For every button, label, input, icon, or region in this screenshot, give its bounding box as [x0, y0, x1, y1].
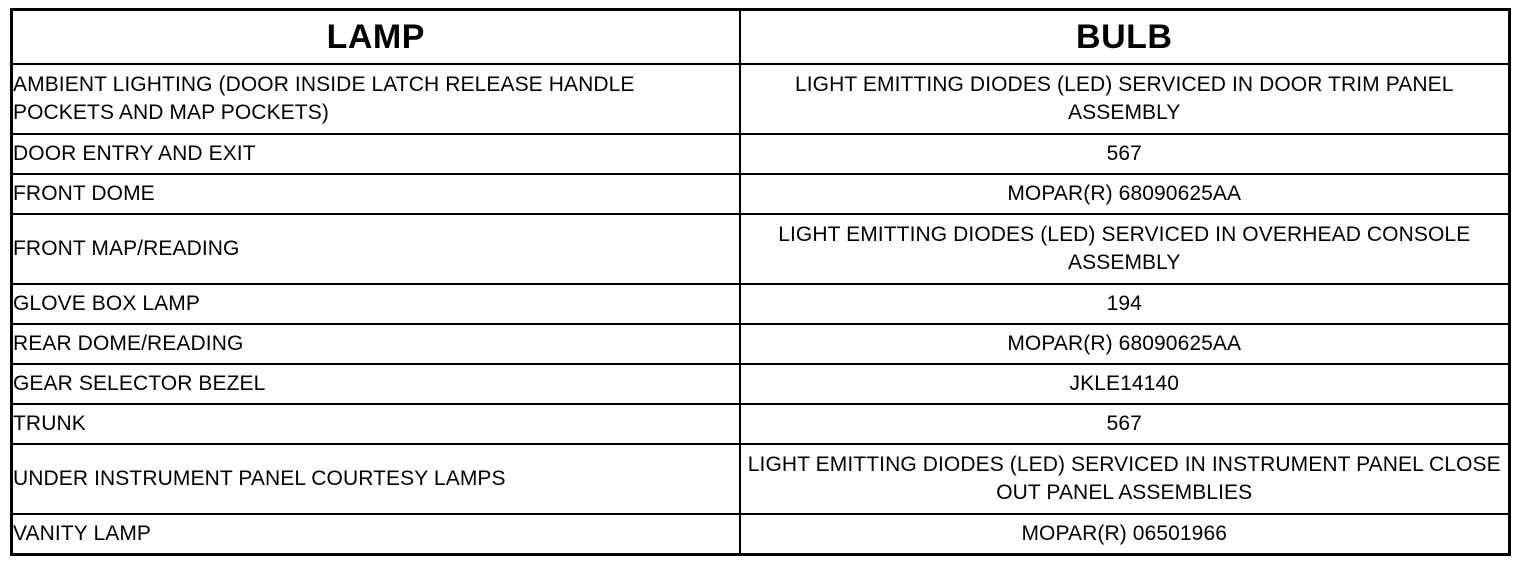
bulb-cell: LIGHT EMITTING DIODES (LED) SERVICED IN OVERHEAD CONSOLE ASSEMBLY: [740, 214, 1510, 284]
bulb-cell: LIGHT EMITTING DIODES (LED) SERVICED IN INSTRUMENT PANEL CLOSE OUT PANEL ASSEMBLIES: [740, 444, 1510, 514]
lamp-cell: GLOVE BOX LAMP: [12, 284, 740, 324]
lamp-cell: FRONT DOME: [12, 174, 740, 214]
lamp-cell: DOOR ENTRY AND EXIT: [12, 134, 740, 174]
lamp-cell: UNDER INSTRUMENT PANEL COURTESY LAMPS: [12, 444, 740, 514]
column-header-lamp: LAMP: [12, 10, 740, 65]
table-body: [12, 64, 1510, 555]
column-header-bulb: BULB: [740, 10, 1510, 65]
table-row: [12, 134, 1510, 174]
lamp-cell: REAR DOME/READING: [12, 324, 740, 364]
table-row: [12, 324, 1510, 364]
table-row: [12, 444, 1510, 514]
table-row: [12, 214, 1510, 284]
bulb-cell: MOPAR(R) 68090625AA: [740, 174, 1510, 214]
bulb-cell: JKLE14140: [740, 364, 1510, 404]
bulb-cell: MOPAR(R) 68090625AA: [740, 324, 1510, 364]
table-row: [12, 364, 1510, 404]
bulb-cell: MOPAR(R) 06501966: [740, 514, 1510, 555]
table-row: [12, 174, 1510, 214]
table-row: [12, 64, 1510, 134]
bulb-cell: 567: [740, 134, 1510, 174]
table-row: [12, 404, 1510, 444]
bulb-cell: 194: [740, 284, 1510, 324]
lamp-cell: TRUNK: [12, 404, 740, 444]
lamp-cell: AMBIENT LIGHTING (DOOR INSIDE LATCH RELEASE HANDLE POCKETS AND MAP POCKETS): [12, 64, 740, 134]
lamp-cell: GEAR SELECTOR BEZEL: [12, 364, 740, 404]
table-header: [12, 10, 1510, 65]
header-row: [12, 10, 1510, 65]
table-row: [12, 284, 1510, 324]
bulb-application-table: [10, 8, 1511, 556]
bulb-cell: 567: [740, 404, 1510, 444]
table-row: [12, 514, 1510, 555]
bulb-cell: LIGHT EMITTING DIODES (LED) SERVICED IN DOOR TRIM PANEL ASSEMBLY: [740, 64, 1510, 134]
lamp-cell: VANITY LAMP: [12, 514, 740, 555]
lamp-cell: FRONT MAP/READING: [12, 214, 740, 284]
